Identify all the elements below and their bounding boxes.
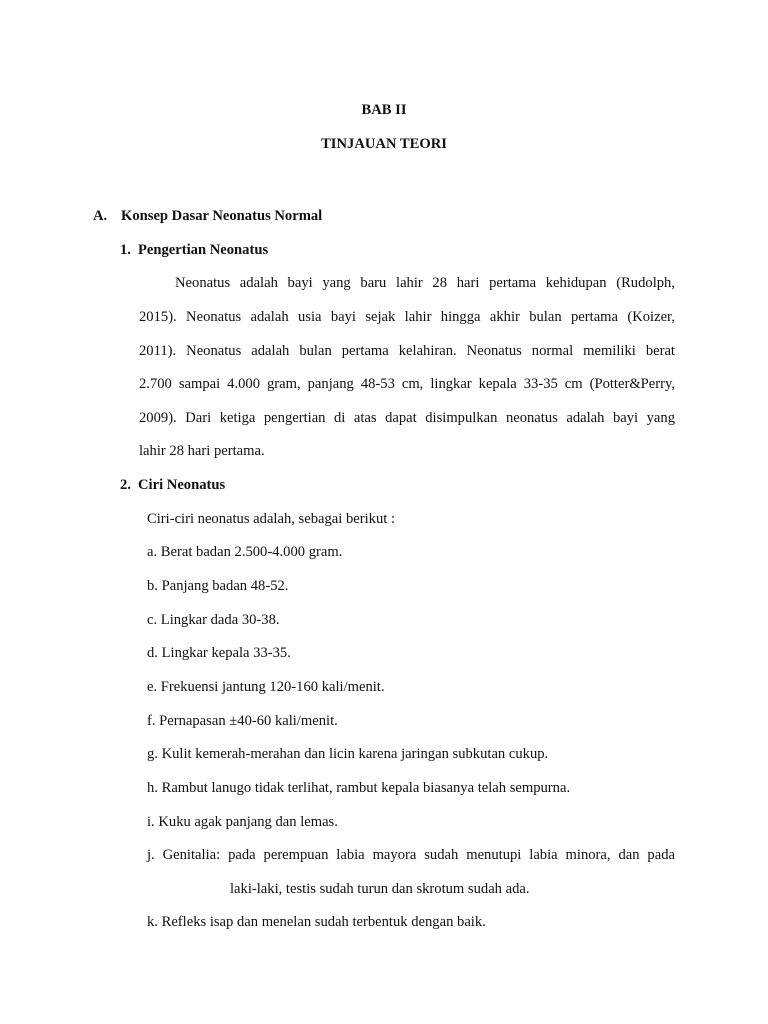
list-intro: Ciri-ciri neonatus adalah, sebagai berikut :	[147, 511, 396, 527]
subsection-2-title: Ciri Neonatus	[138, 477, 226, 493]
subsection-1-marker: 1.	[120, 242, 131, 258]
paragraph-line: 2009). Dari ketiga pengertian di atas dapat disimpulkan neonatus adalah bayi yang	[139, 410, 675, 426]
list-item: j. Genitalia: pada perempuan labia mayora sudah menutupi labia minora, dan pada	[147, 847, 675, 863]
list-item: f. Pernapasan ±40-60 kali/menit.	[147, 713, 338, 729]
paragraph-line: 2011). Neonatus adalah bulan pertama kelahiran. Neonatus normal memiliki berat	[139, 343, 675, 359]
list-item: d. Lingkar kepala 33-35.	[147, 645, 291, 661]
list-item: b. Panjang badan 48-52.	[147, 578, 289, 594]
section-a-marker: A.	[93, 208, 108, 224]
subsection-2-marker: 2.	[120, 477, 131, 493]
paragraph-line: 2015). Neonatus adalah usia bayi sejak lahir hingga akhir bulan pertama (Koizer,	[139, 309, 675, 325]
paragraph-line: 2.700 sampai 4.000 gram, panjang 48-53 cm, lingkar kepala 33-35 cm (Potter&Perry,	[139, 376, 675, 392]
list-item: h. Rambut lanugo tidak terlihat, rambut kepala biasanya telah sempurna.	[147, 780, 571, 796]
chapter-title: TINJAUAN TEORI	[321, 136, 447, 152]
list-item-continuation: laki-laki, testis sudah turun dan skrotum sudah ada.	[230, 881, 530, 897]
list-item: k. Refleks isap dan menelan sudah terbentuk dengan baik.	[147, 914, 486, 930]
list-item: a. Berat badan 2.500-4.000 gram.	[147, 544, 343, 560]
list-item: i. Kuku agak panjang dan lemas.	[147, 814, 338, 830]
paragraph-line: lahir 28 hari pertama.	[139, 443, 265, 459]
subsection-1-title: Pengertian Neonatus	[138, 242, 269, 258]
list-item: g. Kulit kemerah-merahan dan licin karena jaringan subkutan cukup.	[147, 746, 549, 762]
paragraph-line: Neonatus adalah bayi yang baru lahir 28 hari pertama kehidupan (Rudolph,	[175, 275, 675, 291]
chapter-number: BAB II	[361, 102, 407, 118]
list-item: c. Lingkar dada 30-38.	[147, 612, 280, 628]
section-a-title: Konsep Dasar Neonatus Normal	[121, 208, 323, 224]
list-item: e. Frekuensi jantung 120-160 kali/menit.	[147, 679, 385, 695]
